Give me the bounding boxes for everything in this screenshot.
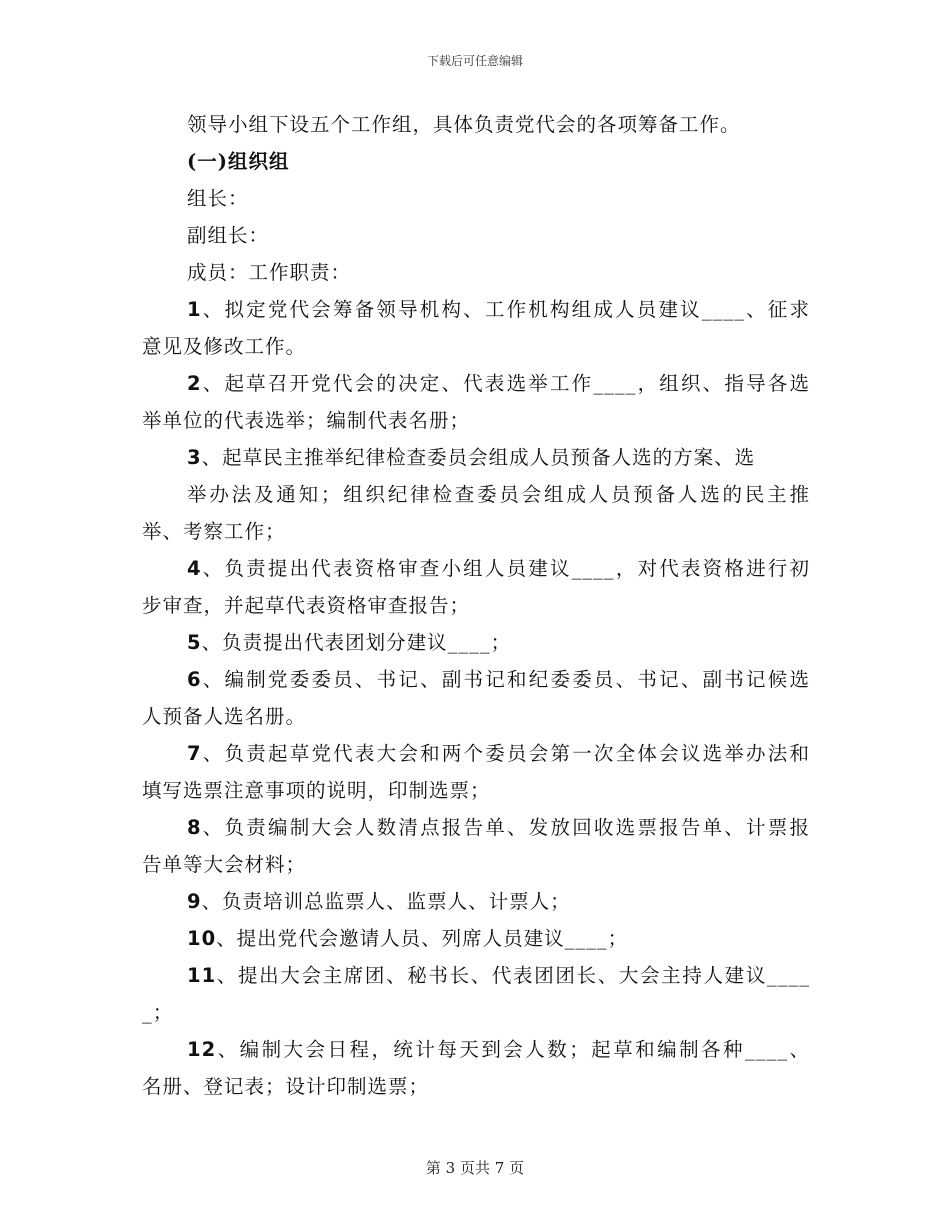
- line-text: 、负责编制大会人数清点报告单、发放回收选票报告单、计票报: [201, 816, 810, 839]
- page-header: 下载后可任意编辑: [426, 54, 523, 68]
- paragraph-line: [142, 772, 810, 809]
- item-number: 7: [187, 742, 202, 765]
- line-text: 组长：: [187, 187, 249, 210]
- line-text: 、提出党代会邀请人员、列席人员建议____；: [216, 927, 629, 950]
- line-text: 步审查，并起草代表资格审查报告；: [142, 594, 471, 617]
- paragraph-line: [142, 513, 810, 550]
- item-number: 1: [187, 298, 202, 321]
- paragraph-line: [142, 180, 810, 217]
- line-text: 、拟定党代会筹备领导机构、工作机构组成人员建议____、征求: [201, 298, 810, 321]
- line-text: 举办法及通知；组织纪律检查委员会组成人员预备人选的民主推: [187, 483, 810, 506]
- paragraph-line: [142, 550, 810, 587]
- paragraph-line: [142, 365, 810, 402]
- item-number: 3: [187, 446, 202, 469]
- paragraph-line: [142, 957, 810, 994]
- line-text: 举单位的代表选举；编制代表名册；: [142, 409, 471, 432]
- line-text: 名册、登记表；设计印制选票；: [142, 1075, 430, 1098]
- item-number: 2: [187, 372, 202, 395]
- paragraph-line: [142, 254, 810, 291]
- paragraph-line: [142, 846, 810, 883]
- line-text: 、提出大会主席团、秘书长、代表团团长、大会主持人建议____: [216, 964, 810, 987]
- paragraph-line: [142, 291, 810, 328]
- item-number: 11: [187, 964, 217, 987]
- paragraph-line: [142, 439, 810, 476]
- paragraph-line: [142, 809, 810, 846]
- paragraph-line: [142, 698, 810, 735]
- paragraph-line: [142, 402, 810, 439]
- line-text: 、负责起草党代表大会和两个委员会第一次全体会议选举办法和: [201, 742, 810, 765]
- line-text: 领导小组下设五个工作组，具体负责党代会的各项筹备工作。: [187, 113, 741, 136]
- item-number: 9: [187, 890, 202, 913]
- item-number: 4: [187, 557, 202, 580]
- item-number: 8: [187, 816, 202, 839]
- line-text: 、编制大会日程，统计每天到会人数；起草和编制各种____、: [216, 1038, 810, 1061]
- line-text: 举、考察工作；: [142, 520, 286, 543]
- line-text: 、负责培训总监票人、监票人、计票人；: [201, 890, 571, 913]
- item-number: 5: [187, 631, 202, 654]
- paragraph-line: [142, 143, 810, 180]
- paragraph-line: [142, 587, 810, 624]
- line-text: 、负责提出代表资格审查小组人员建议____，对代表资格进行初: [201, 557, 810, 580]
- paragraph-line: [142, 1068, 810, 1105]
- line-text: 成员：工作职责：: [187, 261, 352, 284]
- line-text: 告单等大会材料；: [142, 853, 307, 876]
- paragraph-line: [142, 661, 810, 698]
- line-text: 填写选票注意事项的说明，印制选票；: [142, 779, 491, 802]
- line-text: _；: [142, 1001, 174, 1024]
- item-number: 6: [187, 668, 202, 691]
- paragraph-line: [142, 994, 810, 1031]
- paragraph-line: [142, 883, 810, 920]
- paragraph-line: [142, 328, 810, 365]
- paragraph-line: [142, 624, 810, 661]
- paragraph-line: [142, 735, 810, 772]
- document-body: [142, 106, 810, 1105]
- line-text: 、起草民主推举纪律检查委员会组成人员预备人选的方案、选: [201, 446, 756, 469]
- paragraph-line: [142, 106, 810, 143]
- page-footer: 第 3 页共 7 页: [425, 1159, 525, 1177]
- paragraph-line: [142, 1031, 810, 1068]
- line-text: 、编制党委委员、书记、副书记和纪委委员、书记、副书记候选: [201, 668, 810, 691]
- paragraph-line: [142, 476, 810, 513]
- line-text: (一)组织组: [187, 150, 290, 173]
- line-text: 、起草召开党代会的决定、代表选举工作____，组织、指导各选: [201, 372, 810, 395]
- line-text: 副组长：: [187, 224, 270, 247]
- paragraph-line: [142, 217, 810, 254]
- line-text: 人预备人选名册。: [142, 705, 307, 728]
- item-number: 10: [187, 927, 217, 950]
- paragraph-line: [142, 920, 810, 957]
- line-text: 意见及修改工作。: [142, 335, 307, 358]
- item-number: 12: [187, 1038, 217, 1061]
- line-text: 、负责提出代表团划分建议____；: [201, 631, 512, 654]
